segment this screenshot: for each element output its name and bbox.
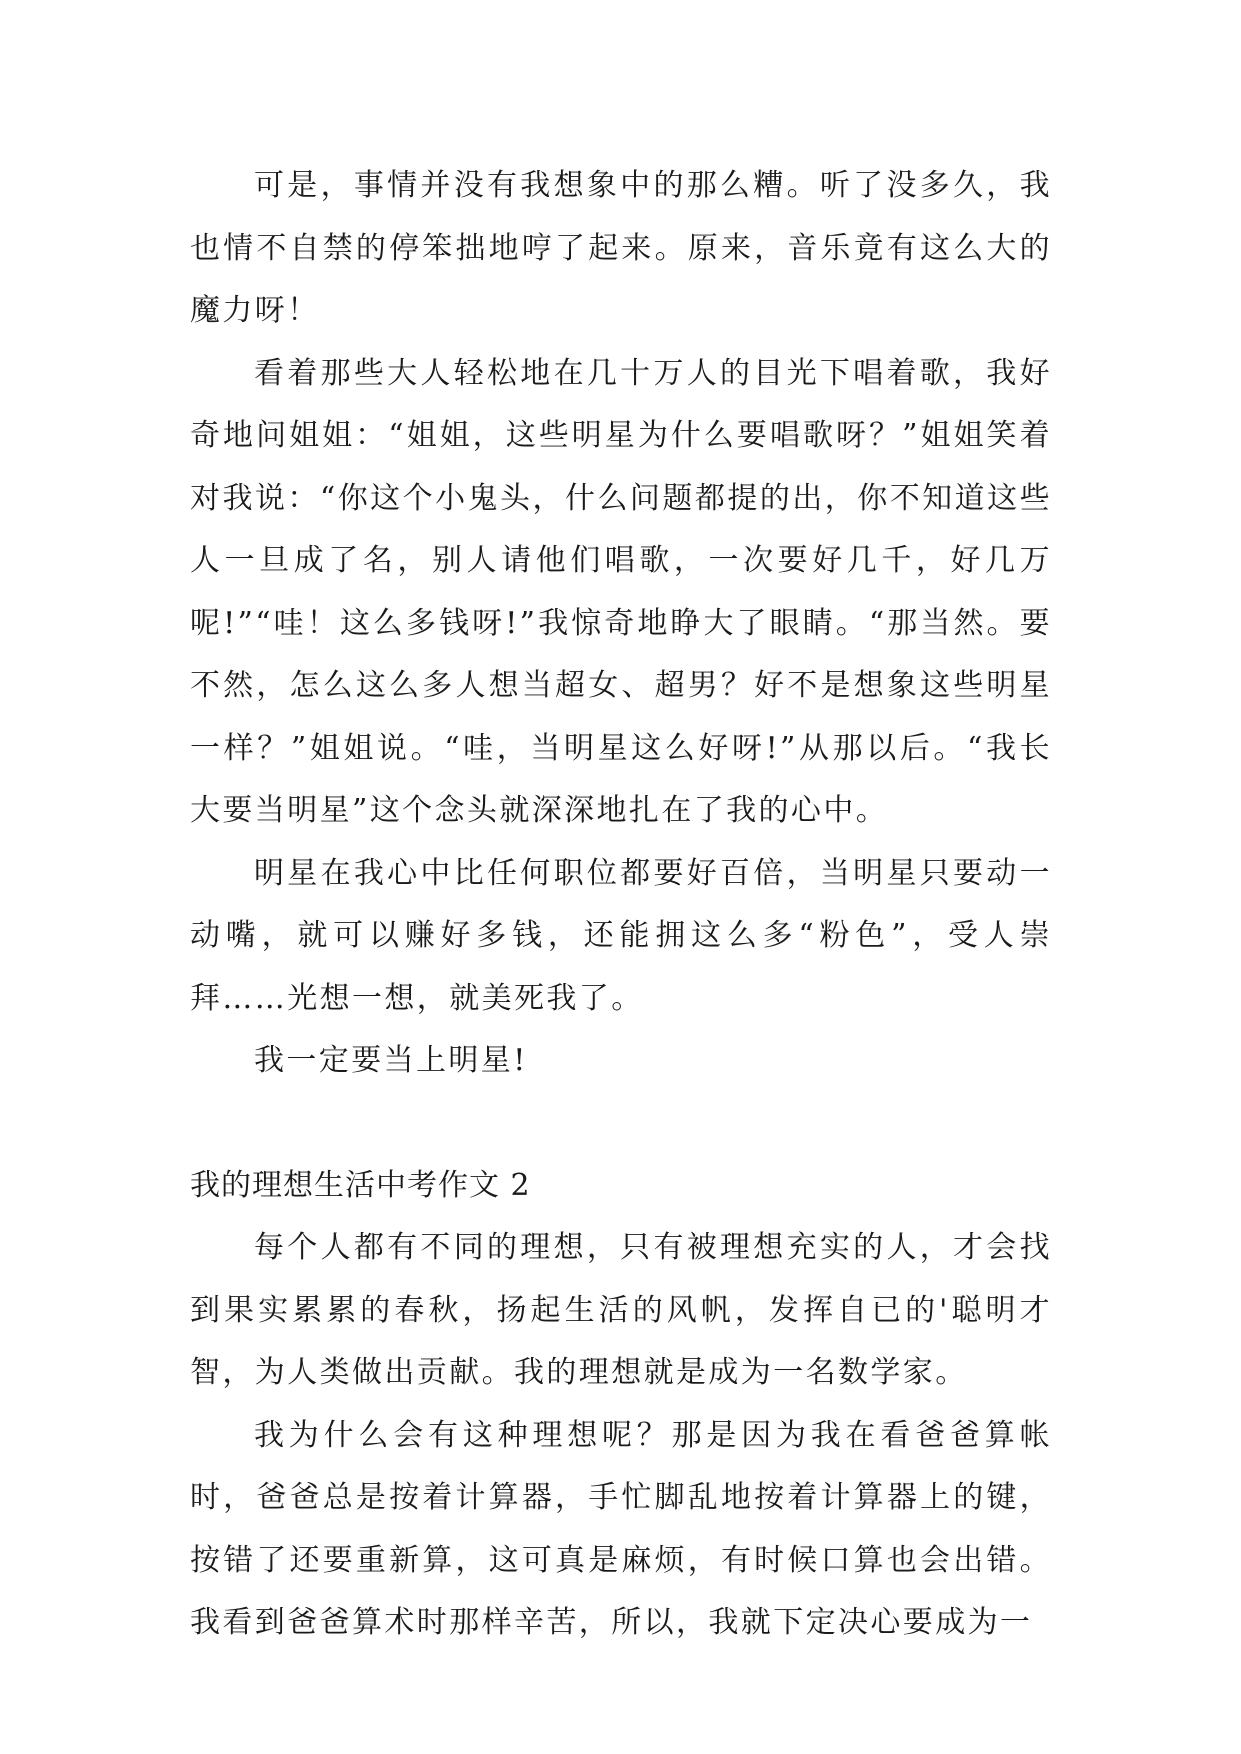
paragraph: 我一定要当上明星! xyxy=(254,1043,528,1078)
paragraph: 每个人都有不同的理想，只有被理想充实的人，才会找到果实累累的春秋，扬起生活的风帆，发挥自已的'聪明才智，为人类做出贡献。我的理想就是成为一名数学家。 xyxy=(190,1230,1052,1390)
paragraph: 明星在我心中比任何职位都要好百倍，当明星只要动一动嘴，就可以赚好多钱，还能拥这么多“粉色”，受人崇拜……光想一想，就美死我了。 xyxy=(190,855,1052,1016)
section-title: 我的理想生活中考作文 2 xyxy=(190,1167,531,1203)
paragraph: 我为什么会有这种理想呢？那是因为我在看爸爸算帐时，爸爸总是按着计算器，手忙脚乱地按着计算器上的键，按错了还要重新算，这可真是麻烦，有时候口算也会出错。我看到爸爸算术时那样辛苦，所以，我就下定决心要成为一 xyxy=(190,1417,1052,1640)
paragraph: 看着那些大人轻松地在几十万人的目光下唱着歌，我好奇地问姐姐：“姐姐，这些明星为什么要唱歌呀？”姐姐笑着对我说：“你这个小鬼头，什么问题都提的出，你不知道这些人一旦成了名，别人请他们唱歌，一次要好几千，好几万呢!”“哇！这么多钱呀!”我惊奇地睁大了眼睛。“那当然。要不然，怎么这么多人想当超女、超男？好不是想象这些明星一样？”姐姐说。“哇，当明星这么好呀!”从那以后。“我长大要当明星”这个念头就深深地扎在了我的心中。 xyxy=(190,355,1052,828)
document-body xyxy=(190,155,1052,1655)
section-gap xyxy=(190,1093,1052,1155)
paragraph: 可是，事情并没有我想象中的那么糟。听了没多久，我也情不自禁的停笨拙地哼了起来。原来，音乐竟有这么大的魔力呀！ xyxy=(190,168,1052,328)
